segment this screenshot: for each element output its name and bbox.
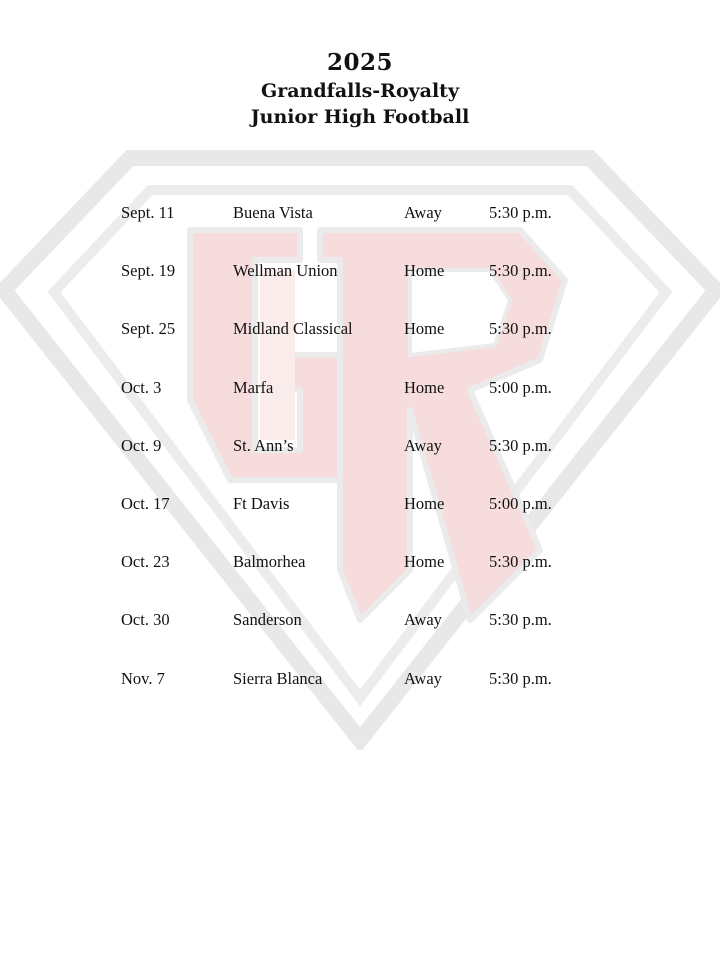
- game-date: Oct. 17: [121, 493, 170, 513]
- team-name: Junior High Football: [250, 106, 470, 128]
- game-date: Sept. 19: [121, 261, 176, 281]
- game-date: Oct. 3: [121, 377, 162, 397]
- game-location: Home: [404, 493, 445, 513]
- schedule-row: [0, 416, 720, 474]
- game-opponent: Ft Davis: [233, 493, 290, 513]
- schedule-year: 2025: [326, 49, 393, 76]
- schedule-row: [0, 183, 720, 241]
- game-opponent: Sierra Blanca: [233, 668, 323, 688]
- game-date: Oct. 9: [121, 435, 162, 455]
- game-opponent: Buena Vista: [233, 203, 313, 222]
- game-location: Away: [404, 203, 442, 222]
- game-time: 5:30 p.m.: [489, 435, 552, 455]
- game-opponent: Wellman Union: [233, 261, 338, 281]
- game-location: Home: [404, 261, 445, 281]
- schedule-row: [0, 299, 720, 357]
- schedule-table: [0, 183, 720, 707]
- game-location: Away: [404, 435, 442, 455]
- game-time: 5:30 p.m.: [489, 261, 552, 281]
- game-time: 5:00 p.m.: [489, 377, 552, 397]
- game-opponent: Midland Classical: [233, 319, 353, 339]
- game-location: Home: [404, 319, 445, 339]
- game-time: 5:30 p.m.: [489, 668, 552, 688]
- game-time: 5:30 p.m.: [489, 203, 552, 222]
- game-opponent: Balmorhea: [233, 552, 306, 572]
- game-date: Sept. 11: [121, 203, 175, 222]
- game-location: Home: [404, 552, 445, 572]
- game-time: 5:30 p.m.: [489, 319, 552, 339]
- game-opponent: St. Ann’s: [233, 435, 294, 455]
- game-opponent: Marfa: [233, 377, 274, 397]
- schedule-row: [0, 649, 720, 707]
- school-name: Grandfalls-Royalty: [261, 80, 459, 102]
- game-date: Oct. 23: [121, 552, 170, 572]
- game-opponent: Sanderson: [233, 610, 302, 630]
- schedule-row: [0, 358, 720, 416]
- schedule-row: [0, 241, 720, 299]
- game-location: Away: [404, 610, 442, 630]
- game-date: Sept. 25: [121, 319, 176, 339]
- schedule-row: [0, 474, 720, 532]
- game-location: Away: [404, 668, 442, 688]
- schedule-row: [0, 532, 720, 590]
- schedule-row: [0, 590, 720, 648]
- game-location: Home: [404, 377, 445, 397]
- schedule-header: [0, 48, 720, 130]
- game-time: 5:00 p.m.: [489, 493, 552, 513]
- game-date: Nov. 7: [121, 668, 165, 688]
- game-time: 5:30 p.m.: [489, 552, 552, 572]
- game-date: Oct. 30: [121, 610, 170, 630]
- game-time: 5:30 p.m.: [489, 610, 552, 630]
